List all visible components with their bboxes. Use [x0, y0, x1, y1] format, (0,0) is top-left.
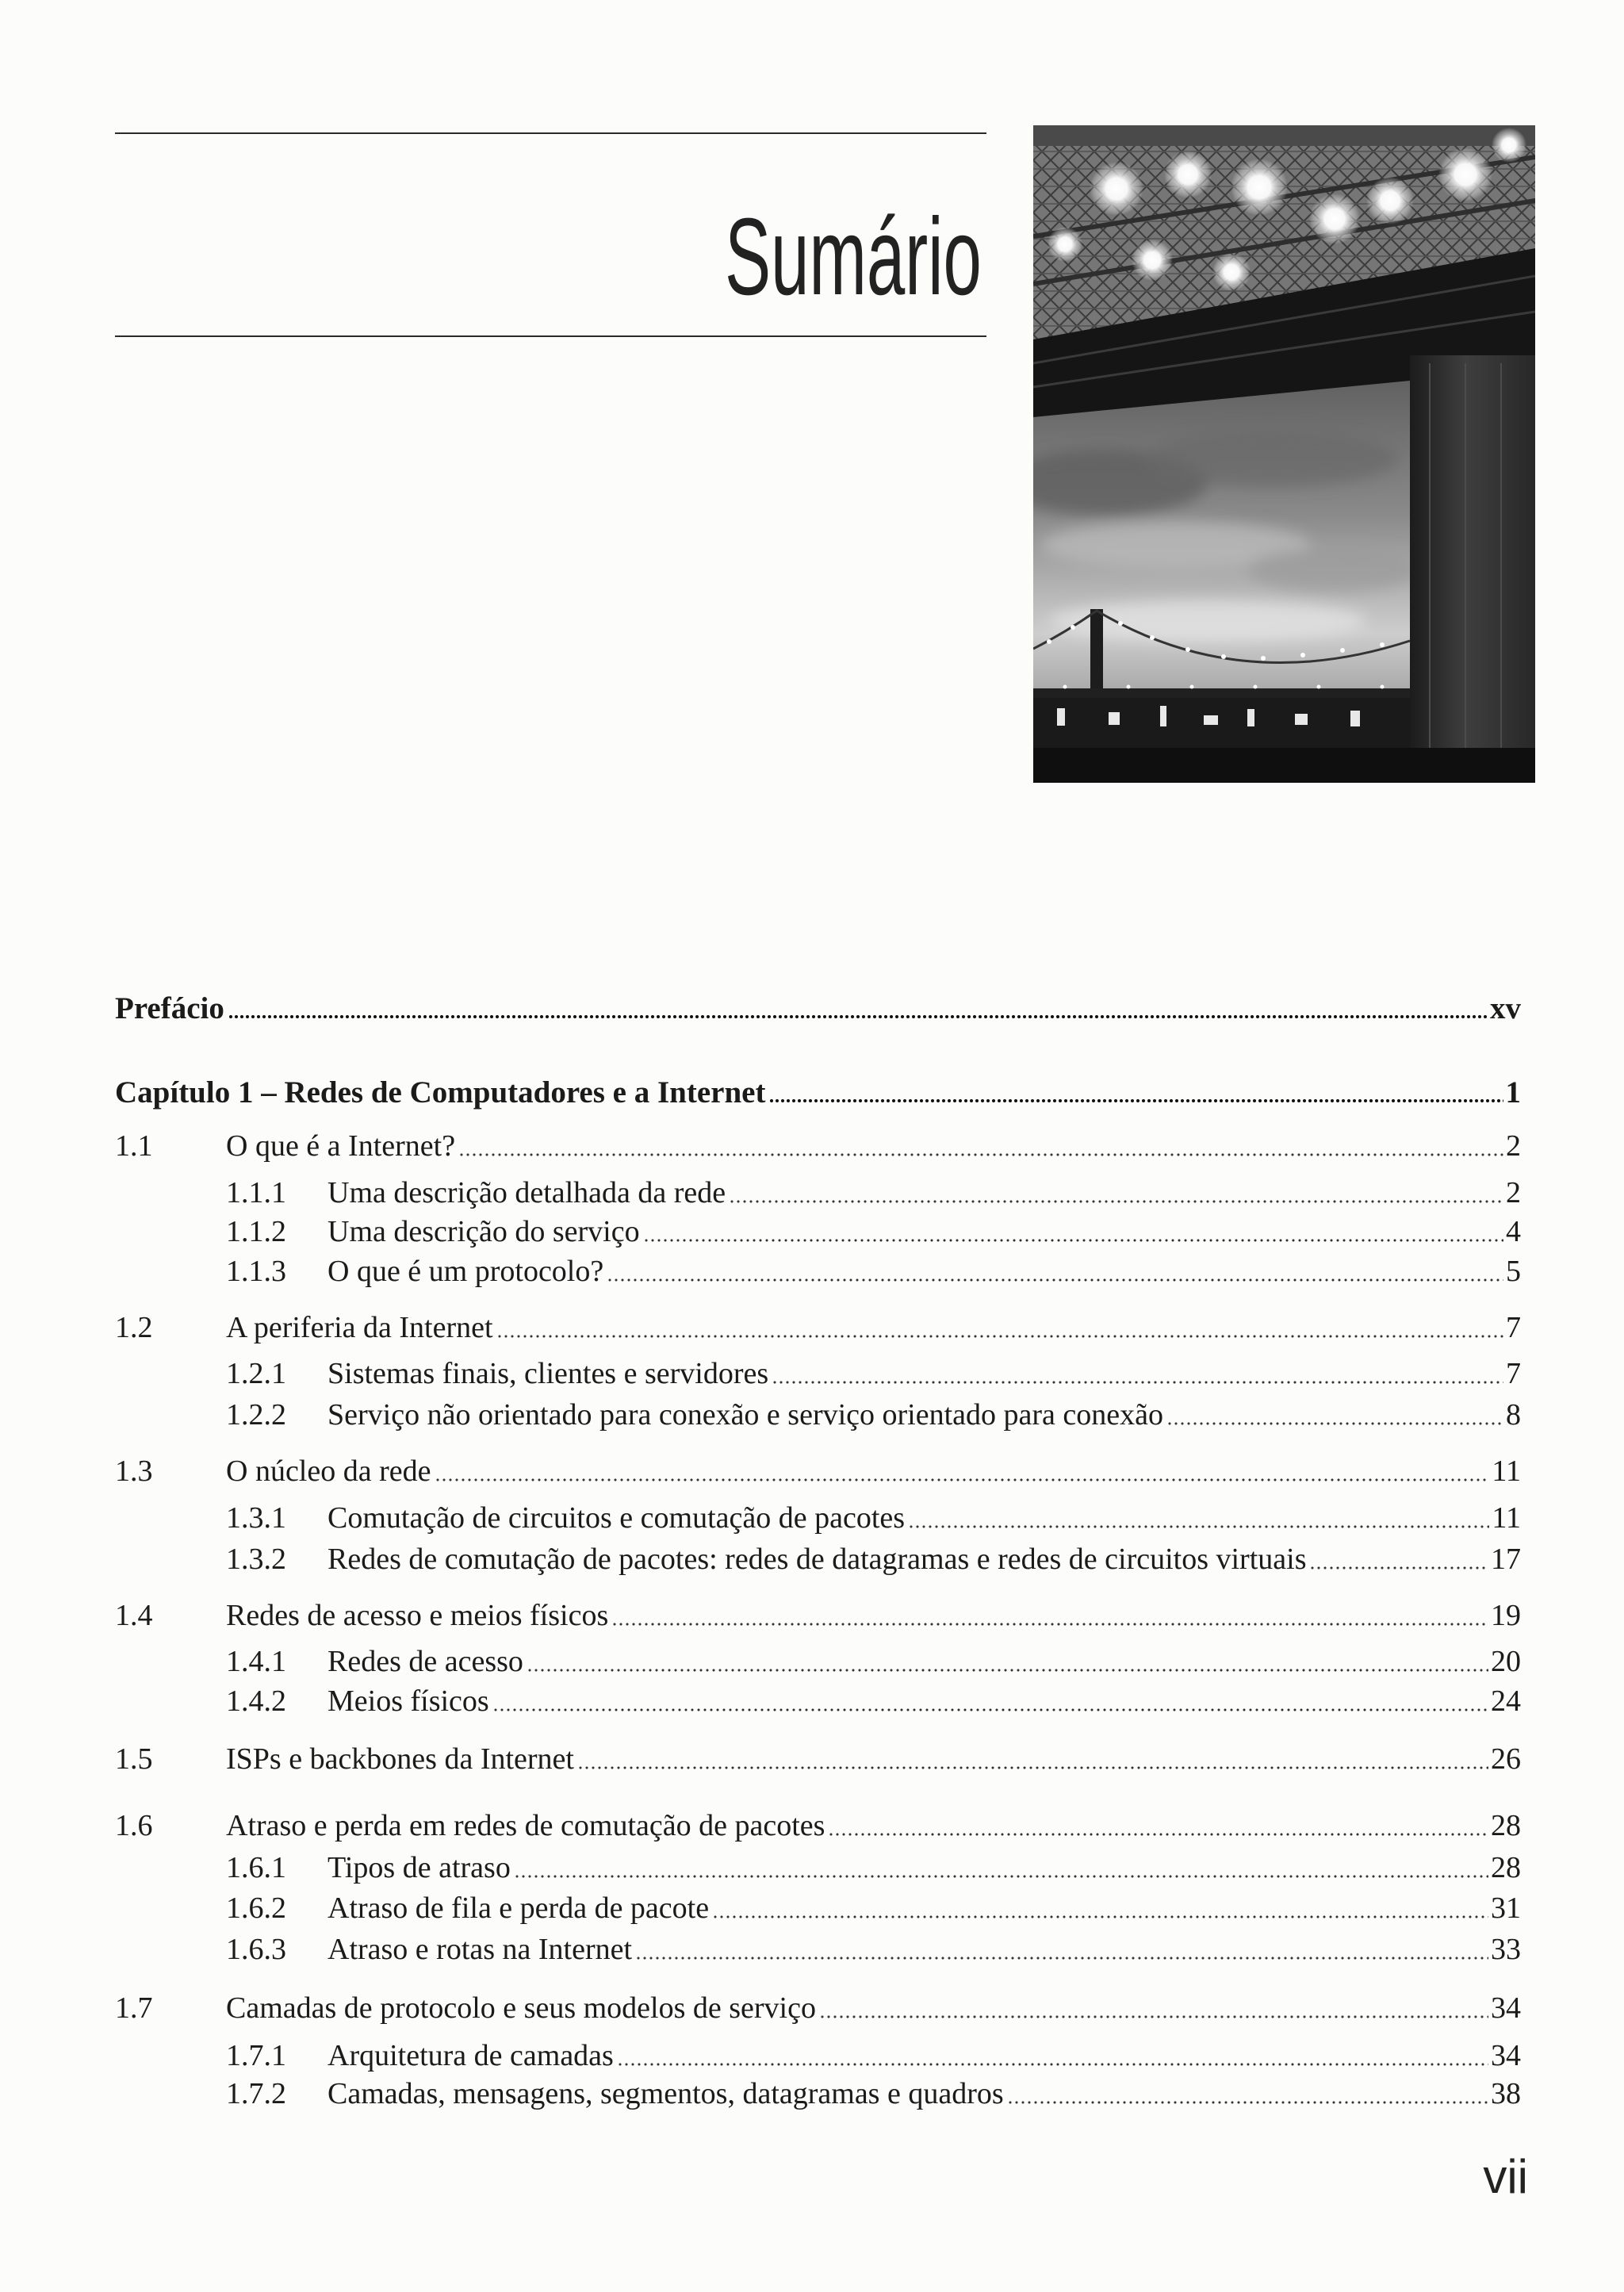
dot-leader: [829, 1806, 1488, 1845]
section-page-number: 19: [1491, 1599, 1521, 1632]
dot-leader: [645, 1212, 1503, 1251]
dot-leader: [730, 1173, 1503, 1213]
subsection-title: Atraso de fila e perda de pacote: [327, 1891, 710, 1925]
subsection-title: Arquitetura de camadas: [327, 2039, 614, 2072]
toc-subsection-row: [226, 1173, 1521, 1213]
toc-subsection-row: [226, 1498, 1521, 1538]
dot-leader: [528, 1642, 1488, 1681]
toc-subsection-row: [226, 2074, 1521, 2114]
subsection-page-number: 5: [1506, 1255, 1521, 1288]
bridge-tower: [1410, 355, 1535, 783]
section-number: 1.6: [115, 1809, 153, 1842]
subsection-number: 1.7.1: [226, 2039, 286, 2072]
dot-leader: [613, 1596, 1488, 1635]
subsection-title: Atraso e rotas na Internet: [327, 1933, 633, 1966]
subsection-title: Comutação de circuitos e comutação de pacotes: [327, 1501, 906, 1535]
dot-leader: [436, 1451, 1490, 1491]
subsection-page-number: 38: [1491, 2077, 1521, 2110]
dot-leader: [637, 1930, 1488, 1969]
dot-leader: [910, 1498, 1489, 1538]
toc-subsection-row: [226, 1642, 1521, 1681]
subsection-page-number: 17: [1491, 1543, 1521, 1576]
subsection-title: Sistemas finais, clientes e servidores: [327, 1357, 769, 1390]
section-title: Camadas de protocolo e seus modelos de serviço: [226, 1991, 816, 2025]
section-title: Redes de acesso e meios físicos: [226, 1599, 609, 1632]
page-number: vii: [1483, 2150, 1528, 2203]
chapter-title: Capítulo 1 – Redes de Computadores e a Internet: [115, 1075, 766, 1110]
toc-preface-row: [115, 989, 1521, 1029]
dot-leader: [821, 1988, 1488, 2028]
subsection-number: 1.4.1: [226, 1645, 286, 1678]
bridge-photo-graphic: [1033, 125, 1535, 783]
subsection-number: 1.1.1: [226, 1176, 286, 1209]
subsection-title: O que é um protocolo?: [327, 1255, 604, 1288]
subsection-number: 1.2.1: [226, 1357, 286, 1390]
preface-page-number: xv: [1490, 991, 1521, 1025]
subsection-page-number: 7: [1506, 1357, 1521, 1390]
dot-leader: [619, 2036, 1488, 2075]
toc-section-row: [115, 1806, 1521, 1845]
subsection-title: Serviço não orientado para conexão e serviço orientado para conexão: [327, 1398, 1164, 1432]
subsection-number: 1.2.2: [226, 1398, 286, 1432]
toc-section-row: [115, 1126, 1521, 1166]
dot-leader: [579, 1739, 1488, 1779]
subsection-number: 1.3.1: [226, 1501, 286, 1535]
dot-leader: [515, 1848, 1488, 1888]
dot-leader: [714, 1888, 1488, 1928]
toc-subsection-row: [226, 1395, 1521, 1435]
section-number: 1.5: [115, 1742, 153, 1776]
toc-section-row: [115, 1988, 1521, 2028]
subsection-title: Redes de comutação de pacotes: redes de datagramas e redes de circuitos virtuais: [327, 1543, 1307, 1576]
subsection-title: Uma descrição do serviço: [327, 1215, 640, 1248]
subsection-page-number: 8: [1506, 1398, 1521, 1432]
dot-leader: [770, 1073, 1503, 1113]
section-title: O núcleo da rede: [226, 1455, 431, 1488]
toc-subsection-row: [226, 1681, 1521, 1721]
header-rule-bottom: [115, 335, 986, 337]
dot-leader: [494, 1681, 1488, 1721]
toc-subsection-row: [226, 1888, 1521, 1928]
section-title: ISPs e backbones da Internet: [226, 1742, 574, 1776]
dot-leader: [608, 1251, 1503, 1291]
subsection-title: Meios físicos: [327, 1685, 489, 1718]
subsection-page-number: 28: [1491, 1851, 1521, 1884]
preface-label: Prefácio: [115, 991, 224, 1025]
toc-subsection-row: [226, 1212, 1521, 1251]
dot-leader: [1168, 1395, 1503, 1435]
toc-section-row: [115, 1451, 1521, 1491]
section-title: A periferia da Internet: [226, 1311, 493, 1344]
subsection-title: Tipos de atraso: [327, 1851, 511, 1884]
dot-leader: [1009, 2074, 1488, 2114]
toc-section-row: [115, 1308, 1521, 1347]
dot-leader: [498, 1308, 1503, 1347]
section-page-number: 28: [1491, 1809, 1521, 1842]
section-number: 1.7: [115, 1991, 153, 2025]
section-page-number: 7: [1506, 1311, 1521, 1344]
subsection-title: Camadas, mensagens, segmentos, datagramas e quadros: [327, 2077, 1004, 2110]
dot-leader: [773, 1354, 1503, 1393]
header-rule-top: [115, 132, 986, 134]
subsection-page-number: 33: [1491, 1933, 1521, 1966]
subsection-title: Uma descrição detalhada da rede: [327, 1176, 726, 1209]
subsection-page-number: 24: [1491, 1685, 1521, 1718]
section-title: Atraso e perda em redes de comutação de pacotes: [226, 1809, 825, 1842]
section-page-number: 26: [1491, 1742, 1521, 1776]
page-title: Sumário: [725, 196, 982, 318]
section-title: O que é a Internet?: [226, 1129, 456, 1163]
dot-leader: [1311, 1539, 1488, 1579]
subsection-page-number: 2: [1506, 1176, 1521, 1209]
subsection-title: Redes de acesso: [327, 1645, 523, 1678]
subsection-page-number: 4: [1506, 1215, 1521, 1248]
toc-subsection-row: [226, 1539, 1521, 1579]
section-number: 1.4: [115, 1599, 153, 1632]
toc-section-row: [115, 1739, 1521, 1779]
section-number: 1.3: [115, 1455, 153, 1488]
subsection-page-number: 31: [1491, 1891, 1521, 1925]
subsection-page-number: 20: [1491, 1645, 1521, 1678]
section-number: 1.1: [115, 1129, 153, 1163]
section-page-number: 11: [1492, 1455, 1521, 1488]
subsection-number: 1.3.2: [226, 1543, 286, 1576]
section-page-number: 2: [1506, 1129, 1521, 1163]
subsection-number: 1.7.2: [226, 2077, 286, 2110]
toc-subsection-row: [226, 2036, 1521, 2075]
subsection-number: 1.4.2: [226, 1685, 286, 1718]
section-number: 1.2: [115, 1311, 153, 1344]
bridge-photo: [1033, 125, 1535, 783]
dot-leader: [229, 989, 1488, 1029]
toc-subsection-row: [226, 1930, 1521, 1969]
toc-subsection-row: [226, 1251, 1521, 1291]
toc-section-row: [115, 1596, 1521, 1635]
chapter-page-number: 1: [1505, 1075, 1521, 1110]
subsection-number: 1.6.1: [226, 1851, 286, 1884]
subsection-page-number: 34: [1491, 2039, 1521, 2072]
toc-subsection-row: [226, 1848, 1521, 1888]
subsection-number: 1.6.2: [226, 1891, 286, 1925]
section-page-number: 34: [1491, 1991, 1521, 2025]
subsection-number: 1.1.2: [226, 1215, 286, 1248]
dot-leader: [460, 1126, 1503, 1166]
toc-chapter-row: [115, 1073, 1521, 1113]
subsection-number: 1.6.3: [226, 1933, 286, 1966]
subsection-page-number: 11: [1492, 1501, 1521, 1535]
subsection-number: 1.1.3: [226, 1255, 286, 1288]
toc-subsection-row: [226, 1354, 1521, 1393]
